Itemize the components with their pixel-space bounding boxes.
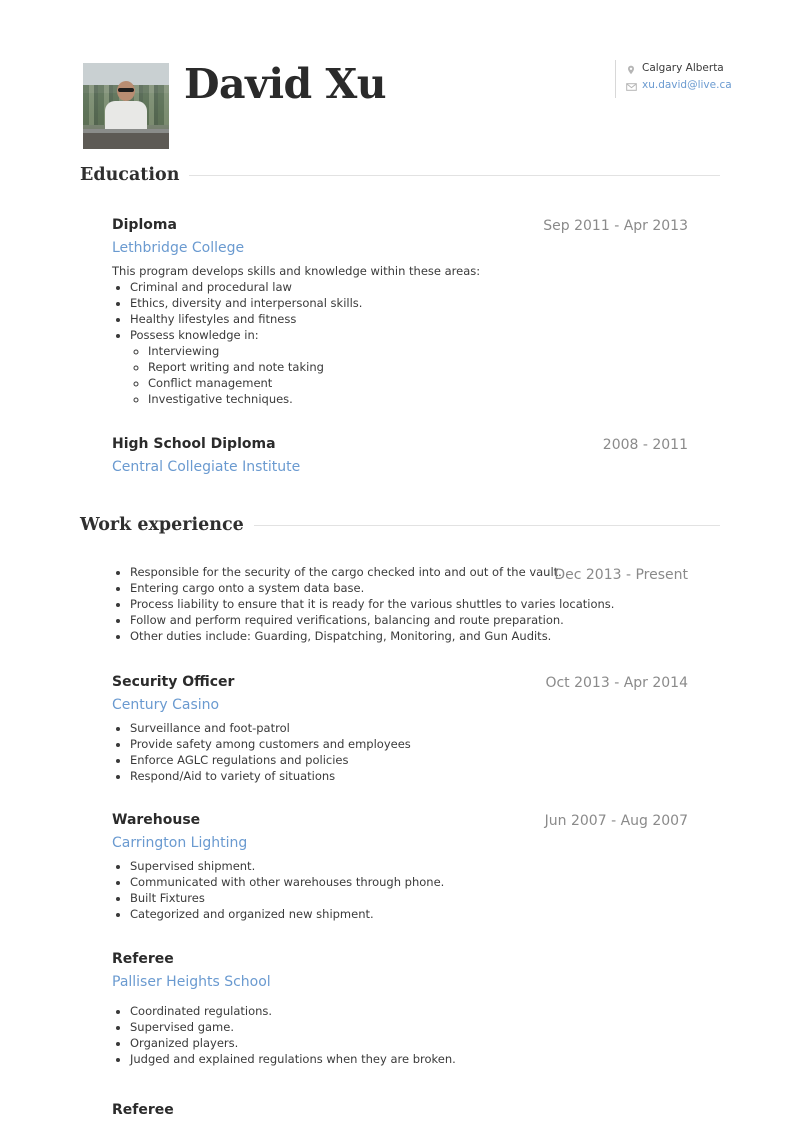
entry-description [112, 720, 688, 784]
list-item: • Coordinated regulations. [130, 1003, 688, 1019]
list-item-text: Possess knowledge in: [130, 328, 259, 342]
list-item: ◦ Report writing and note taking [148, 359, 688, 375]
description-intro: This program develops skills and knowledge within these areas: [112, 264, 481, 278]
location-pin-icon [626, 64, 636, 74]
profile-photo [83, 63, 169, 149]
entry-organization: Lethbridge College [112, 240, 245, 256]
list-item: • Organized players. [130, 1035, 688, 1051]
list-item: • Supervised game. [130, 1019, 688, 1035]
entry-date: Jun 2007 - Aug 2007 [544, 813, 688, 829]
entry-description [112, 263, 688, 407]
education-entry [112, 435, 688, 476]
work-entry [112, 673, 688, 784]
section-title: Work experience [80, 515, 244, 535]
entry-date: Sep 2011 - Apr 2013 [543, 218, 688, 234]
entry-organization: Palliser Heights School [112, 974, 271, 990]
list-item: • Built Fixtures [130, 890, 688, 906]
entry-organization: Central Collegiate Institute [112, 459, 301, 475]
section-divider [189, 175, 720, 176]
work-section-header [80, 515, 720, 535]
list-item: • Follow and perform required verifications, balancing and route preparation. [130, 612, 688, 628]
email-row[interactable] [626, 77, 732, 94]
list-item: • Ethics, diversity and interpersonal skills. [130, 295, 688, 311]
entry-organization: Carrington Lighting [112, 835, 248, 851]
list-item: ◦ Investigative techniques. [148, 391, 688, 407]
list-item: • Categorized and organized new shipment. [130, 906, 688, 922]
candidate-name: David Xu [184, 60, 387, 108]
email-link[interactable]: xu.david@live.ca [642, 79, 732, 91]
list-item: • Enforce AGLC regulations and policies [130, 752, 688, 768]
entry-title: Referee [112, 1102, 174, 1118]
list-item: • Healthy lifestyles and fitness [130, 311, 688, 327]
list-item: ◦ Conflict management [148, 375, 688, 391]
list-item: • Responsible for the security of the cargo checked into and out of the vault. [130, 564, 688, 580]
list-item: • Supervised shipment. [130, 858, 688, 874]
list-item: • Surveillance and foot-patrol [130, 720, 688, 736]
bullet-list [112, 1003, 688, 1067]
education-section-header [80, 165, 720, 185]
bullet-list [112, 720, 688, 784]
bullet-list [112, 858, 688, 922]
list-item: • Criminal and procedural law [130, 279, 688, 295]
entry-date: 2008 - 2011 [602, 437, 688, 453]
list-item: • Communicated with other warehouses through phone. [130, 874, 688, 890]
section-divider [254, 525, 720, 526]
work-entry [112, 950, 688, 1067]
location-row [626, 60, 732, 77]
entry-date: Dec 2013 - Present [554, 567, 688, 583]
list-item: • Process liability to ensure that it is ready for the various shuttles to varies locations. [130, 596, 688, 612]
education-entry [112, 216, 688, 407]
bullet-list [112, 279, 688, 407]
entry-title: Warehouse [112, 812, 201, 828]
contact-info [615, 60, 732, 98]
entry-description [112, 858, 688, 922]
list-item: • Other duties include: Guarding, Dispatching, Monitoring, and Gun Audits. [130, 628, 688, 644]
work-entry [112, 564, 688, 644]
entry-title: Diploma [112, 217, 177, 233]
entry-date: Oct 2013 - Apr 2014 [545, 675, 688, 691]
entry-title: High School Diploma [112, 436, 276, 452]
sub-bullet-list [130, 343, 688, 407]
entry-description [112, 1003, 688, 1067]
entry-title: Security Officer [112, 674, 235, 690]
list-item [130, 327, 688, 407]
location-text: Calgary Alberta [642, 62, 724, 74]
list-item: • Judged and explained regulations when they are broken. [130, 1051, 688, 1067]
entry-organization: Century Casino [112, 697, 220, 713]
list-item: • Provide safety among customers and employees [130, 736, 688, 752]
list-item: • Respond/Aid to variety of situations [130, 768, 688, 784]
list-item: • Entering cargo onto a system data base. [130, 580, 688, 596]
envelope-icon [626, 81, 636, 91]
work-entry [112, 1101, 688, 1119]
work-entry [112, 811, 688, 922]
entry-title: Referee [112, 951, 174, 967]
section-title: Education [80, 165, 180, 185]
list-item: ◦ Interviewing [148, 343, 688, 359]
